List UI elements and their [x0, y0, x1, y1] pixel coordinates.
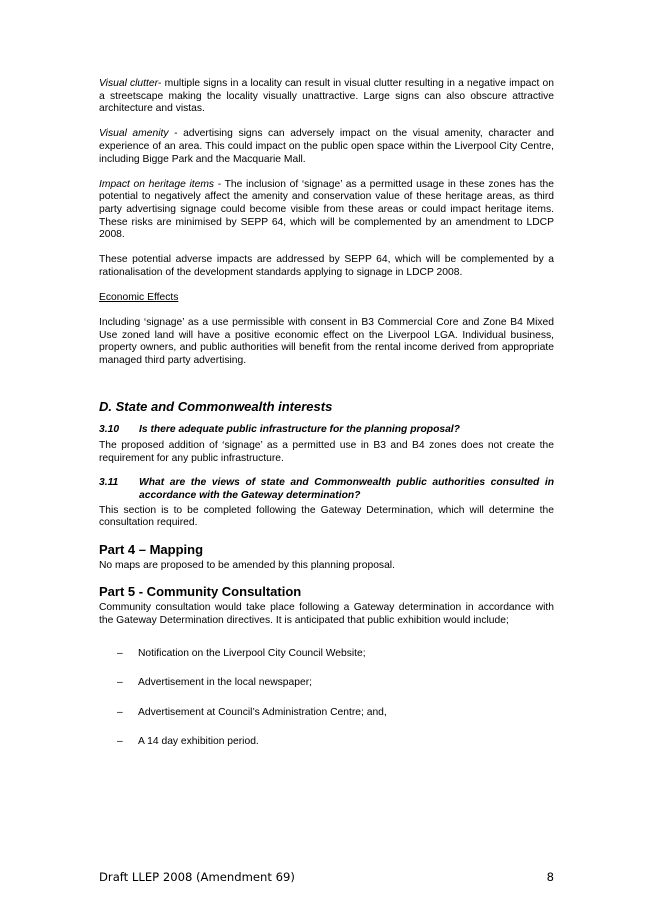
bullet-dash: – — [117, 677, 123, 689]
heritage-label: Impact on heritage items — [99, 178, 215, 190]
list-item-text: A 14 day exhibition period. — [138, 736, 259, 748]
visual-clutter-paragraph — [99, 78, 554, 116]
bullet-dash: – — [117, 736, 123, 748]
exhibition-list — [99, 648, 554, 749]
question-3-11-title: What are the views of state and Commonwealth public authorities consulted in accordance with the Gateway determination? — [139, 477, 554, 502]
visual-amenity-paragraph — [99, 128, 554, 166]
section-d-title: D. State and Commonwealth interests — [99, 398, 333, 414]
economic-effects-heading — [99, 292, 554, 305]
list-item-text: Advertisement at Council’s Administration Centre; and, — [138, 706, 387, 718]
footer-page-number: 8 — [546, 870, 554, 884]
bullet-dash: – — [117, 647, 123, 659]
part-4-text: No maps are proposed to be amended by this planning proposal. — [99, 559, 395, 571]
heritage-paragraph — [99, 179, 554, 242]
economic-effects-paragraph: Including ‘signage’ as a use permissible with consent in B3 Commercial Core and Zone B4 Mixed Use zoned land will have a positive economic effect on the Liverpool LGA. Individual business, property owners, and public authorities will benefit from the rental income derived from appropriate managed third party advertising. — [99, 317, 554, 367]
bullet-dash: – — [117, 706, 123, 718]
economic-effects-heading-text: Economic Effects — [99, 292, 179, 304]
heritage-text: - The inclusion of ‘signage’ as a permitted usage in these zones has the potential to negatively affect the amenity and conservation value of these heritage areas, as third party advertising signage could become visible from these areas or could impact heritage items. These risks are minimised by SEPP 64, which will be complemented by an amendment to LDCP 2008. — [99, 178, 554, 241]
question-3-11-heading — [99, 477, 554, 502]
visual-clutter-text: - multiple signs in a locality can result in visual clutter resulting in a negative impact on a streetscape making the locality visually unattractive. Large signs can also obscure attractive architecture and vistas. — [99, 78, 555, 115]
part-5-text: Community consultation would take place following a Gateway determination in accordance with the Gateway Determination directives. It is anticipated that public exhibition would include; — [99, 602, 554, 626]
visual-amenity-label: Visual amenity — [99, 128, 169, 140]
document-page — [99, 78, 554, 766]
page-footer — [99, 870, 554, 884]
visual-clutter-label: Visual clutter — [99, 78, 159, 89]
list-item-text: Advertisement in the local newspaper; — [138, 677, 312, 689]
question-3-10-number: 3.10 — [99, 423, 120, 435]
question-3-10-title: Is there adequate public infrastructure for the planning proposal? — [139, 423, 460, 435]
list-item-text: Notification on the Liverpool City Council Website; — [138, 647, 366, 659]
adverse-impacts-paragraph: These potential adverse impacts are addressed by SEPP 64, which will be complemented by a rationalisation of the development standards applying to signage in LDCP 2008. — [99, 254, 554, 278]
question-3-11-number: 3.11 — [99, 477, 119, 489]
list-item — [99, 677, 554, 690]
question-3-10-heading — [99, 424, 554, 437]
visual-amenity-text: - advertising signs can adversely impact on the visual amenity, character and experience of an area. This could impact on the public open space within the Liverpool City Centre, including Bigge Park and the Macquarie Mall. — [99, 128, 555, 165]
part-5-title: Part 5 - Community Consultation — [99, 584, 302, 600]
list-item — [99, 648, 554, 661]
list-item — [99, 736, 554, 749]
list-item — [99, 707, 554, 720]
question-3-11-answer: This section is to be completed following the Gateway Determination, which will determine the consultation required. — [99, 504, 554, 529]
part-4-title: Part 4 – Mapping — [99, 541, 204, 557]
footer-document-title: Draft LLEP 2008 (Amendment 69) — [99, 870, 295, 884]
question-3-10-answer: The proposed addition of ‘signage’ as a permitted use in B3 and B4 zones does not create the requirement for any public infrastructure. — [99, 440, 554, 464]
